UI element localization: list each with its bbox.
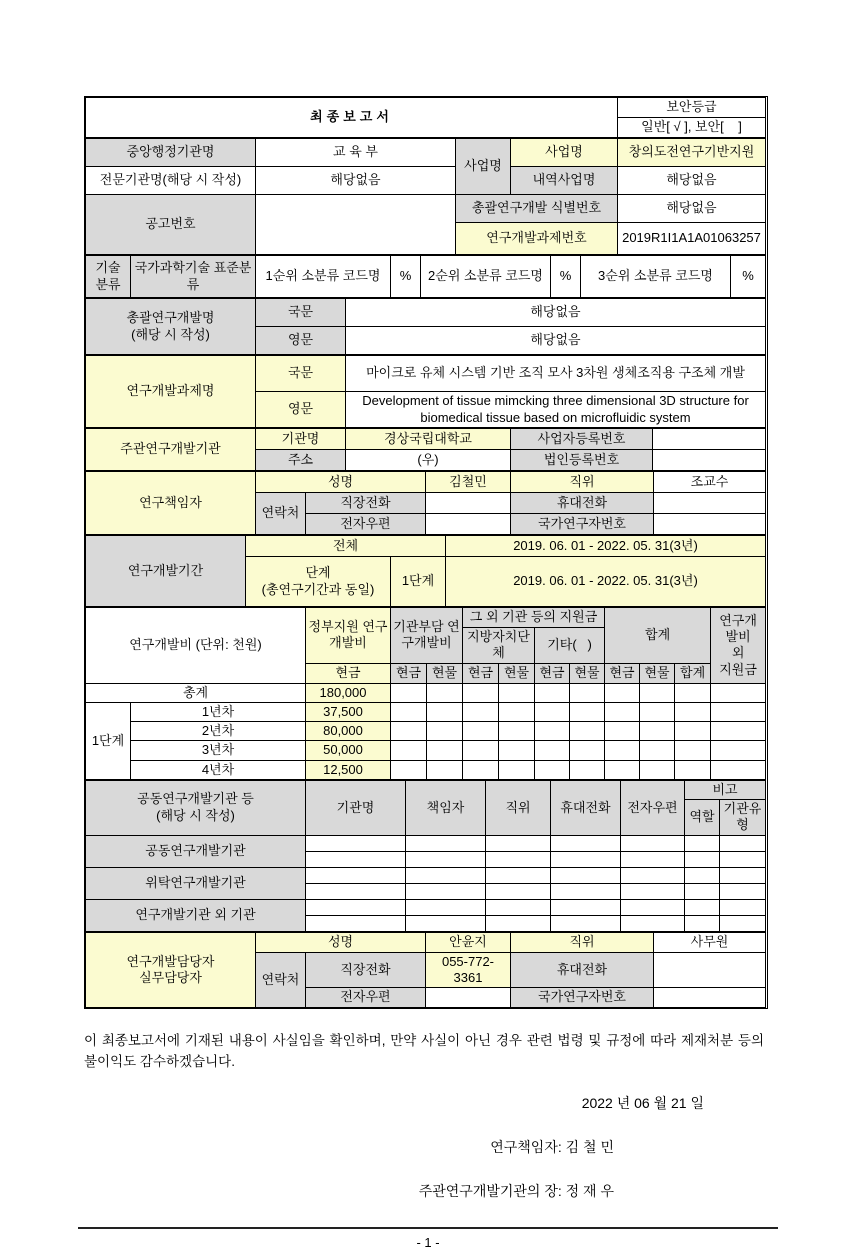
central-agency-label: 중앙행정기관명 (86, 139, 256, 167)
overall-name-kor-value: 해당없음 (346, 299, 766, 327)
budget-label: 연구개발비 (단위: 천원) (86, 608, 306, 684)
empty-cell (499, 683, 535, 702)
empty-cell (406, 883, 486, 899)
empty-cell (570, 702, 605, 721)
pi-name-value: 김철민 (426, 472, 511, 493)
empty-cell (306, 883, 406, 899)
partners-email-header: 전자우편 (621, 780, 685, 835)
budget-extra-label (711, 608, 766, 684)
staff-researcher-no-value-cell (654, 988, 766, 1008)
project-no-label: 연구개발과제번호 (456, 223, 618, 255)
pi-researcher-no-value-cell (654, 514, 766, 535)
budget-year4-gov-cash: 12,500 (306, 760, 391, 779)
empty-cell (535, 683, 570, 702)
period-total-value: 2019. 06. 01 - 2022. 05. 31(3년) (446, 536, 766, 557)
empty-cell (486, 867, 551, 883)
overall-name-eng-value: 해당없음 (346, 327, 766, 355)
rank1-pct-label: % (391, 256, 421, 298)
security-grade-value: 일반[ √ ], 보안[ ] (618, 118, 766, 138)
sub-program-label: 내역사업명 (511, 167, 618, 195)
budget-extra-label-line3: 지원금 (719, 661, 757, 677)
empty-cell (685, 883, 720, 899)
lead-org-label: 주관연구개발기관 (86, 429, 256, 471)
budget-year1-gov-cash: 37,500 (306, 702, 391, 721)
overall-name-label (86, 299, 256, 355)
empty-cell (551, 867, 621, 883)
footer-divider (78, 1227, 778, 1229)
staff-section (85, 932, 766, 1009)
staff-label (86, 932, 256, 1008)
budget-extra-label-line1: 연구개발비 (719, 612, 757, 644)
project-no-value: 2019R1I1A1A01063257 (618, 223, 766, 255)
budget-stage1-label: 1단계 (86, 702, 131, 779)
budget-section (85, 607, 766, 780)
staff-label-line2: 실무담당자 (139, 969, 202, 985)
pi-phone-value-cell (426, 493, 511, 514)
budget-year3-label: 3년차 (131, 741, 306, 760)
period-stage-label-line2: (총연구기간과 동일) (261, 581, 375, 597)
empty-cell (499, 722, 535, 741)
lead-org-addr-value: (우) (346, 450, 511, 471)
budget-sum-cash-label: 현금 (605, 663, 640, 683)
sub-program-value: 해당없음 (618, 167, 766, 195)
empty-cell (685, 867, 720, 883)
lead-org-section (85, 428, 766, 471)
empty-cell (621, 915, 685, 931)
program-group-label: 사업명 (456, 139, 511, 195)
period-stage-label (246, 557, 391, 607)
empty-cell (535, 722, 570, 741)
empty-cell (499, 702, 535, 721)
empty-cell (640, 741, 675, 760)
partners-mobile-header: 휴대전화 (551, 780, 621, 835)
joint-org-label: 공동연구개발기관 (86, 835, 306, 867)
empty-cell (675, 702, 711, 721)
empty-cell (621, 851, 685, 867)
empty-cell (306, 899, 406, 915)
budget-org-label: 기관부담 연구개발비 (391, 608, 463, 664)
project-name-kor-value: 마이크로 유체 시스템 기반 조직 모사 3차원 생체조직용 구조체 개발 (346, 356, 766, 392)
empty-cell (486, 851, 551, 867)
notice-no-value-cell (256, 195, 456, 255)
empty-cell (486, 835, 551, 851)
period-section (85, 535, 766, 607)
agency-label: 전문기관명(해당 시 작성) (86, 167, 256, 195)
budget-local-label: 지방자치단체 (463, 628, 535, 664)
overall-name-eng-label: 영문 (256, 327, 346, 355)
empty-cell (306, 851, 406, 867)
overall-name-kor-label: 국문 (256, 299, 346, 327)
period-stage1-value: 2019. 06. 01 - 2022. 05. 31(3년) (446, 557, 766, 607)
staff-researcher-no-label: 국가연구자번호 (511, 988, 654, 1008)
empty-cell (486, 899, 551, 915)
pi-mobile-value-cell (654, 493, 766, 514)
empty-cell (605, 683, 640, 702)
empty-cell (463, 702, 499, 721)
budget-gov-label: 정부지원 연구개발비 (306, 608, 391, 664)
budget-local-inkind-label: 현물 (499, 663, 535, 683)
overall-name-label-line1: 총괄연구개발명 (126, 310, 215, 326)
empty-cell (499, 741, 535, 760)
tech-class-section (85, 255, 766, 298)
empty-cell (391, 702, 427, 721)
empty-cell (621, 867, 685, 883)
empty-cell (463, 722, 499, 741)
report-date: 2022 년 06 월 21 일 (581, 1094, 704, 1111)
budget-sum-label: 합계 (605, 608, 711, 664)
rank1-code-label: 1순위 소분류 코드명 (256, 256, 391, 298)
partners-role-header: 역할 (685, 800, 720, 836)
lead-org-biz-no-label: 사업자등록번호 (511, 429, 653, 450)
project-name-eng-value: Development of tissue mimcking three dimensional 3D structure for biomedical tissue based on microfluidic system (346, 392, 766, 428)
empty-cell (675, 683, 711, 702)
empty-cell (720, 915, 766, 931)
empty-cell (711, 702, 766, 721)
budget-year2-label: 2년차 (131, 722, 306, 741)
staff-name-value: 안윤지 (426, 932, 511, 952)
empty-cell (621, 883, 685, 899)
empty-cell (675, 722, 711, 741)
budget-grand-total-gov-cash: 180,000 (306, 683, 391, 702)
org-head-signature: 주관연구개발기관의 장: 정 재 우 (418, 1182, 614, 1199)
empty-cell (551, 851, 621, 867)
empty-cell (711, 722, 766, 741)
empty-cell (720, 867, 766, 883)
period-total-label: 전체 (246, 536, 446, 557)
empty-cell (605, 741, 640, 760)
pi-contact-label: 연락처 (256, 493, 306, 535)
tech-class-label-line2: 분류 (95, 276, 121, 292)
central-agency-value: 교 육 부 (256, 139, 456, 167)
partners-label-line1: 공동연구개발기관 등 (137, 791, 254, 807)
staff-name-label: 성명 (256, 932, 426, 952)
pi-label: 연구책임자 (86, 472, 256, 535)
staff-position-value: 사무원 (654, 932, 766, 952)
staff-position-label: 직위 (511, 932, 654, 952)
empty-cell (427, 741, 463, 760)
partners-label-line2: (해당 시 작성) (156, 807, 235, 823)
empty-cell (406, 899, 486, 915)
empty-cell (640, 760, 675, 779)
overall-id-label: 총괄연구개발 식별번호 (456, 195, 618, 223)
budget-year3-gov-cash: 50,000 (306, 741, 391, 760)
empty-cell (535, 702, 570, 721)
empty-cell (711, 741, 766, 760)
empty-cell (720, 835, 766, 851)
lead-org-addr-label: 주소 (256, 450, 346, 471)
staff-label-line1: 연구개발담당자 (126, 953, 215, 969)
partners-orgtype-header: 기관유형 (720, 800, 766, 836)
empty-cell (463, 741, 499, 760)
budget-year1-label: 1년차 (131, 702, 306, 721)
empty-cell (605, 760, 640, 779)
pi-section (85, 471, 766, 535)
program-name-label: 사업명 (511, 139, 618, 167)
rank3-pct-label: % (731, 256, 766, 298)
partners-note-header: 비고 (685, 780, 766, 799)
empty-cell (427, 683, 463, 702)
budget-extra-label-line2: 외 (731, 645, 745, 661)
budget-gov-cash-label: 현금 (306, 663, 391, 683)
empty-cell (406, 915, 486, 931)
empty-cell (427, 722, 463, 741)
budget-other-label: 그 외 기관 등의 지원금 (463, 608, 605, 628)
notice-no-label: 공고번호 (86, 195, 256, 255)
budget-org-inkind-label: 현물 (427, 663, 463, 683)
empty-cell (406, 867, 486, 883)
rank2-code-label: 2순위 소분류 코드명 (421, 256, 551, 298)
staff-email-label: 전자우편 (306, 988, 426, 1008)
empty-cell (621, 899, 685, 915)
empty-cell (463, 760, 499, 779)
pi-phone-label: 직장전화 (306, 493, 426, 514)
confirmation-statement: 이 최종보고서에 기재된 내용이 사실임을 확인하며, 만약 사실이 아닌 경우 관련 법령 및 규정에 따라 제재처분 등의 불이익도 감수하겠습니다. (84, 1033, 764, 1069)
overall-id-value: 해당없음 (618, 195, 766, 223)
lead-org-biz-no-value-cell (653, 429, 766, 450)
rank2-pct-label: % (551, 256, 581, 298)
empty-cell (535, 760, 570, 779)
empty-cell (640, 683, 675, 702)
national-std-class-label: 국가과학기술 표준분류 (131, 256, 256, 298)
overall-name-label-line2: (해당 시 작성) (131, 326, 210, 342)
budget-sum-total-label: 합계 (675, 663, 711, 683)
empty-cell (486, 915, 551, 931)
empty-cell (306, 835, 406, 851)
pi-position-label: 직위 (511, 472, 654, 493)
pi-researcher-no-label: 국가연구자번호 (511, 514, 654, 535)
pi-signature: 연구책임자: 김 철 민 (490, 1138, 614, 1155)
empty-cell (306, 867, 406, 883)
staff-phone-value: 055-772-3361 (426, 952, 511, 988)
consigned-org-label: 위탁연구개발기관 (86, 867, 306, 899)
page-number: - 1 - (416, 1234, 440, 1250)
program-name-value: 창의도전연구기반지원 (618, 139, 766, 167)
empty-cell (640, 702, 675, 721)
empty-cell (720, 899, 766, 915)
final-report-form (84, 96, 768, 1009)
tech-class-label-line1: 기술 (95, 260, 121, 276)
empty-cell (406, 851, 486, 867)
budget-sum-inkind-label: 현물 (640, 663, 675, 683)
tech-class-label (86, 256, 131, 298)
partners-head-header: 책임자 (406, 780, 486, 835)
pi-email-label: 전자우편 (306, 514, 426, 535)
lead-org-name-label: 기관명 (256, 429, 346, 450)
empty-cell (605, 702, 640, 721)
empty-cell (675, 741, 711, 760)
empty-cell (535, 741, 570, 760)
staff-mobile-value-cell (654, 952, 766, 988)
project-name-kor-label: 국문 (256, 356, 346, 392)
period-label: 연구개발기간 (86, 536, 246, 607)
budget-grand-total-label: 총계 (86, 683, 306, 702)
pi-mobile-label: 휴대전화 (511, 493, 654, 514)
staff-phone-label: 직장전화 (306, 952, 426, 988)
pi-position-value: 조교수 (654, 472, 766, 493)
empty-cell (427, 760, 463, 779)
partners-label (86, 780, 306, 835)
empty-cell (391, 760, 427, 779)
empty-cell (391, 722, 427, 741)
project-name-label: 연구개발과제명 (86, 356, 256, 428)
lead-org-corp-no-label: 법인등록번호 (511, 450, 653, 471)
budget-etc-cash-label: 현금 (535, 663, 570, 683)
overall-name-section (85, 298, 766, 355)
staff-contact-label: 연락처 (256, 952, 306, 1008)
project-name-section (85, 355, 766, 428)
budget-local-cash-label: 현금 (463, 663, 499, 683)
empty-cell (720, 851, 766, 867)
empty-cell (605, 722, 640, 741)
empty-cell (685, 835, 720, 851)
empty-cell (685, 851, 720, 867)
partners-org-header: 기관명 (306, 780, 406, 835)
empty-cell (486, 883, 551, 899)
empty-cell (720, 883, 766, 899)
empty-cell (711, 683, 766, 702)
rank3-code-label: 3순위 소분류 코드명 (581, 256, 731, 298)
empty-cell (406, 835, 486, 851)
empty-cell (306, 915, 406, 931)
title-section (85, 97, 766, 138)
agency-value: 해당없음 (256, 167, 456, 195)
period-stage-label-line1: 단계 (305, 565, 331, 581)
empty-cell (391, 683, 427, 702)
project-name-eng-label: 영문 (256, 392, 346, 428)
empty-cell (551, 899, 621, 915)
security-grade-label: 보안등급 (618, 98, 766, 118)
other-org-label: 연구개발기관 외 기관 (86, 899, 306, 931)
partners-position-header: 직위 (486, 780, 551, 835)
empty-cell (570, 722, 605, 741)
empty-cell (685, 899, 720, 915)
partners-section (85, 780, 766, 932)
empty-cell (570, 741, 605, 760)
budget-etc-inkind-label: 현물 (570, 663, 605, 683)
empty-cell (711, 760, 766, 779)
empty-cell (551, 883, 621, 899)
lead-org-name-value: 경상국립대학교 (346, 429, 511, 450)
budget-year2-gov-cash: 80,000 (306, 722, 391, 741)
pi-email-value-cell (426, 514, 511, 535)
doc-title: 최종보고서 (86, 98, 618, 138)
lead-org-corp-no-value-cell (653, 450, 766, 471)
top-info-section (85, 138, 766, 255)
empty-cell (675, 760, 711, 779)
empty-cell (640, 722, 675, 741)
staff-mobile-label: 휴대전화 (511, 952, 654, 988)
budget-etc-label: 기타( ) (535, 628, 605, 664)
empty-cell (499, 760, 535, 779)
period-stage1-label: 1단계 (391, 557, 446, 607)
budget-year4-label: 4년차 (131, 760, 306, 779)
empty-cell (551, 915, 621, 931)
empty-cell (570, 683, 605, 702)
empty-cell (427, 702, 463, 721)
empty-cell (391, 741, 427, 760)
empty-cell (551, 835, 621, 851)
empty-cell (570, 760, 605, 779)
empty-cell (621, 835, 685, 851)
staff-email-value-cell (426, 988, 511, 1008)
pi-name-label: 성명 (256, 472, 426, 493)
empty-cell (463, 683, 499, 702)
empty-cell (685, 915, 720, 931)
budget-org-cash-label: 현금 (391, 663, 427, 683)
